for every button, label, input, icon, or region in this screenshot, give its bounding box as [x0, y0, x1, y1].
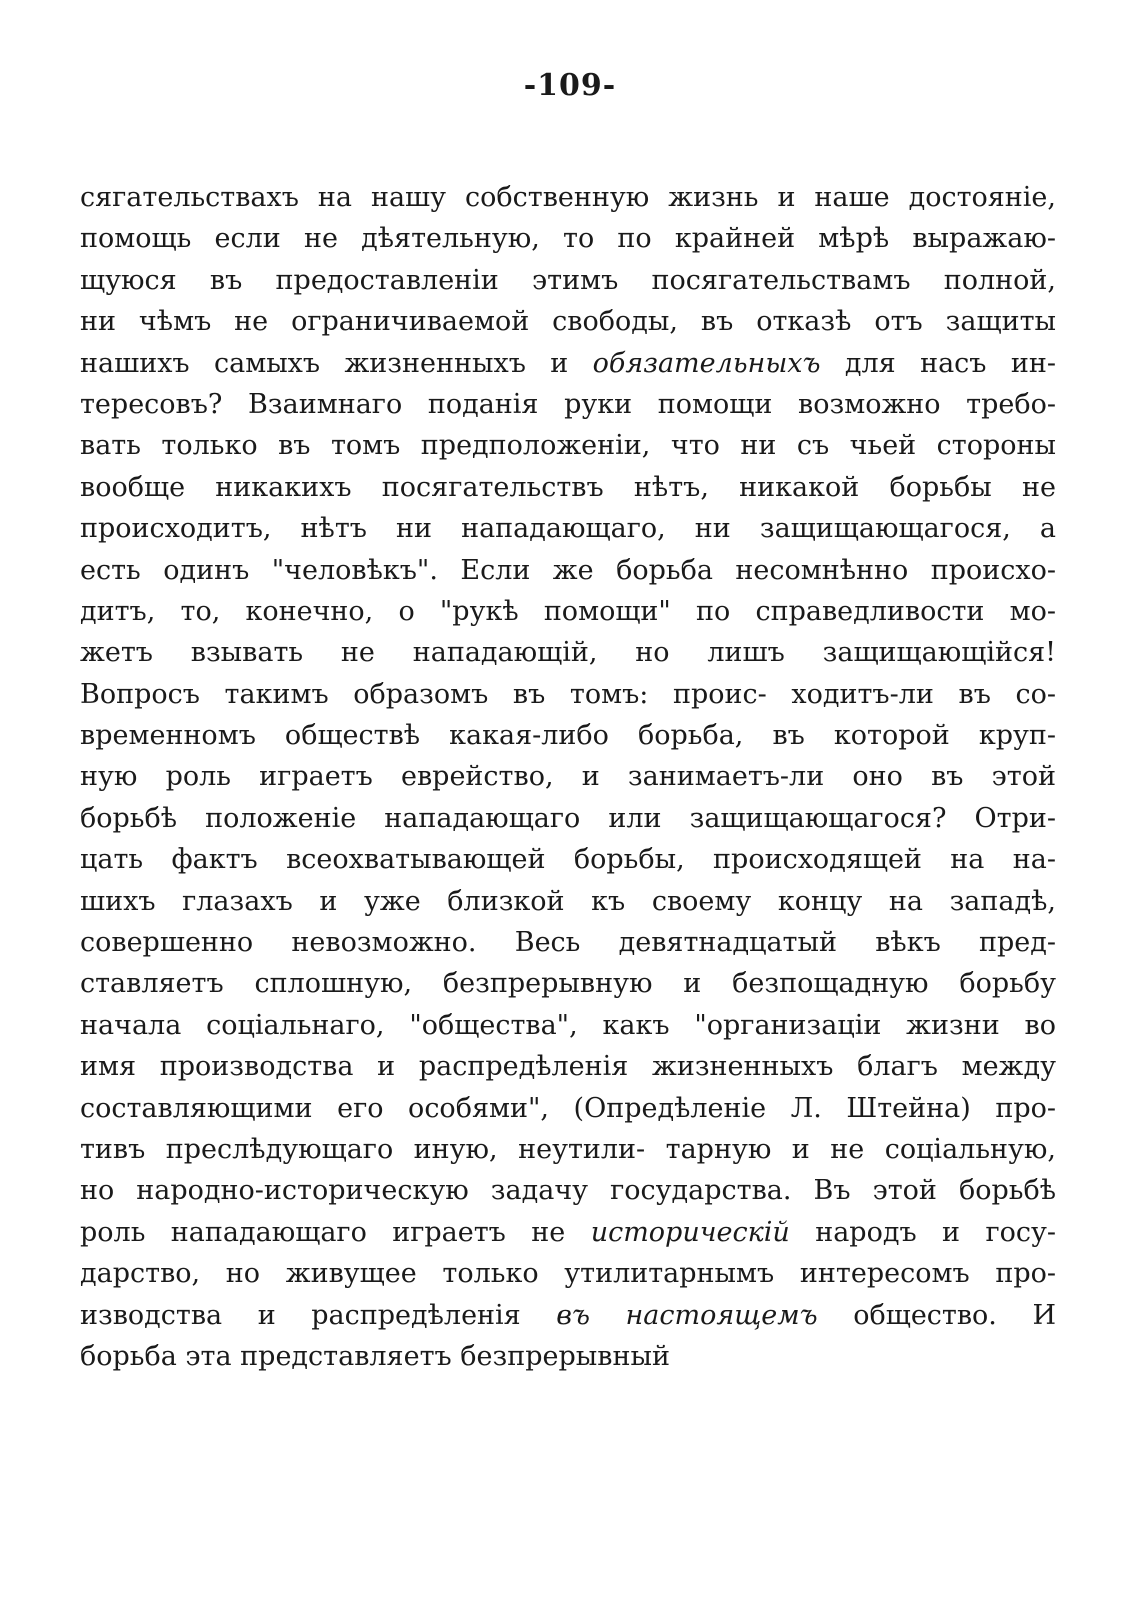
text-segment: шихъ глазахъ и уже близкой къ своему концу на западѣ,	[80, 885, 1056, 917]
text-line	[80, 591, 1056, 632]
text-line	[80, 1212, 1056, 1253]
text-line	[80, 715, 1056, 756]
text-segment: щуюся въ предоставленiи этимъ посягательствамъ полной,	[80, 264, 1056, 296]
text-segment: нашихъ самыхъ жизненныхъ и	[80, 347, 593, 379]
text-line	[80, 1046, 1056, 1087]
text-segment: но народно-историческую задачу государства. Въ этой борьбѣ	[80, 1175, 1056, 1207]
text-segment: происходитъ, нѣтъ ни нападающаго, ни защищающагося, а	[80, 513, 1056, 545]
text-line	[80, 756, 1056, 797]
text-line	[80, 384, 1056, 425]
text-segment: Вопросъ такимъ образомъ въ томъ: проис- ходитъ-ли въ со-	[80, 678, 1056, 710]
text-line	[80, 467, 1056, 508]
text-line	[80, 301, 1056, 342]
text-line	[80, 508, 1056, 549]
text-line	[80, 922, 1056, 963]
text-segment: временномъ обществѣ какая-либо борьба, въ которой круп-	[80, 720, 1056, 752]
text-segment: цать фактъ всеохватывающей борьбы, происходящей на на-	[80, 844, 1056, 876]
text-segment: дитъ, то, конечно, о "рукѣ помощи" по справедливости мо-	[80, 595, 1056, 627]
text-line	[80, 1088, 1056, 1129]
text-segment: роль нападающаго играетъ не	[80, 1216, 591, 1248]
text-line	[80, 177, 1056, 218]
text-segment: борьбѣ положенiе нападающаго или защищающагося? Отри-	[80, 802, 1056, 834]
text-segment: сягательствахъ на нашу собственную жизнь и наше достоянiе,	[80, 182, 1056, 213]
text-line	[80, 1170, 1056, 1211]
text-segment: ную роль играетъ еврейство, и занимаетъ-ли оно въ этой	[80, 761, 1056, 793]
text-segment: жетъ взывать не нападающiй, но лишъ защищающiйся!	[80, 637, 1056, 669]
text-segment: есть одинъ "человѣкъ". Если же борьба несомнѣнно происхо-	[80, 554, 1056, 586]
text-line	[80, 218, 1056, 259]
text-segment: тересовъ? Взаимнаго поданiя руки помощи возможно требо-	[80, 388, 1056, 420]
text-line	[80, 1129, 1056, 1170]
text-segment: борьба эта представляетъ безпрерывный	[80, 1340, 670, 1372]
text-segment: помощь если не дѣятельную, то по крайней мѣрѣ выражаю-	[80, 223, 1056, 255]
text-line	[80, 839, 1056, 880]
text-segment: имя производства и распредѣленiя жизненныхъ благъ между	[80, 1051, 1056, 1083]
text-segment: тивъ преслѣдующаго иную, неутили- тарную и не соцiальную,	[80, 1133, 1056, 1165]
text-line	[80, 674, 1056, 715]
italic-text: историческiй	[590, 1216, 790, 1248]
text-line	[80, 798, 1056, 839]
text-segment: ставляетъ сплошную, безпрерывную и безпощадную борьбу	[80, 968, 1056, 1000]
text-line	[80, 260, 1056, 301]
text-line	[80, 632, 1056, 673]
text-line	[80, 343, 1056, 384]
text-segment: совершенно невозможно. Весь девятнадцатый вѣкъ пред-	[80, 927, 1056, 959]
page-number: -109-	[523, 68, 617, 103]
text-segment: составляющими его особями", (Опредѣленiе Л. Штейна) про-	[80, 1092, 1056, 1124]
text-line	[80, 963, 1056, 1004]
text-segment: для насъ ин-	[820, 347, 1056, 379]
text-line	[80, 425, 1056, 466]
text-segment: общество. И	[817, 1299, 1056, 1331]
text-segment: изводства и распредѣленiя	[80, 1299, 557, 1331]
text-segment: вать только въ томъ предположенiи, что ни съ чьей стороны	[80, 430, 1056, 462]
text-line	[80, 550, 1056, 591]
body-text	[80, 177, 1056, 1377]
text-segment: дарство, но живущее только утилитарнымъ интересомъ про-	[80, 1258, 1056, 1290]
text-line	[80, 1295, 1056, 1336]
text-line	[80, 1005, 1056, 1046]
text-line	[80, 1336, 1056, 1377]
text-segment: начала соцiальнаго, "общества", какъ "организацiи жизни во	[80, 1009, 1056, 1041]
italic-text: обязательныхъ	[592, 347, 821, 379]
text-line	[80, 1253, 1056, 1294]
text-segment: народъ и госу-	[789, 1216, 1057, 1248]
text-segment: вообще никакихъ посягательствъ нѣтъ, никакой борьбы не	[80, 471, 1056, 503]
text-line	[80, 881, 1056, 922]
italic-text: въ настоящемъ	[556, 1299, 818, 1331]
text-segment: ни чѣмъ не ограничиваемой свободы, въ отказѣ отъ защиты	[80, 306, 1056, 338]
